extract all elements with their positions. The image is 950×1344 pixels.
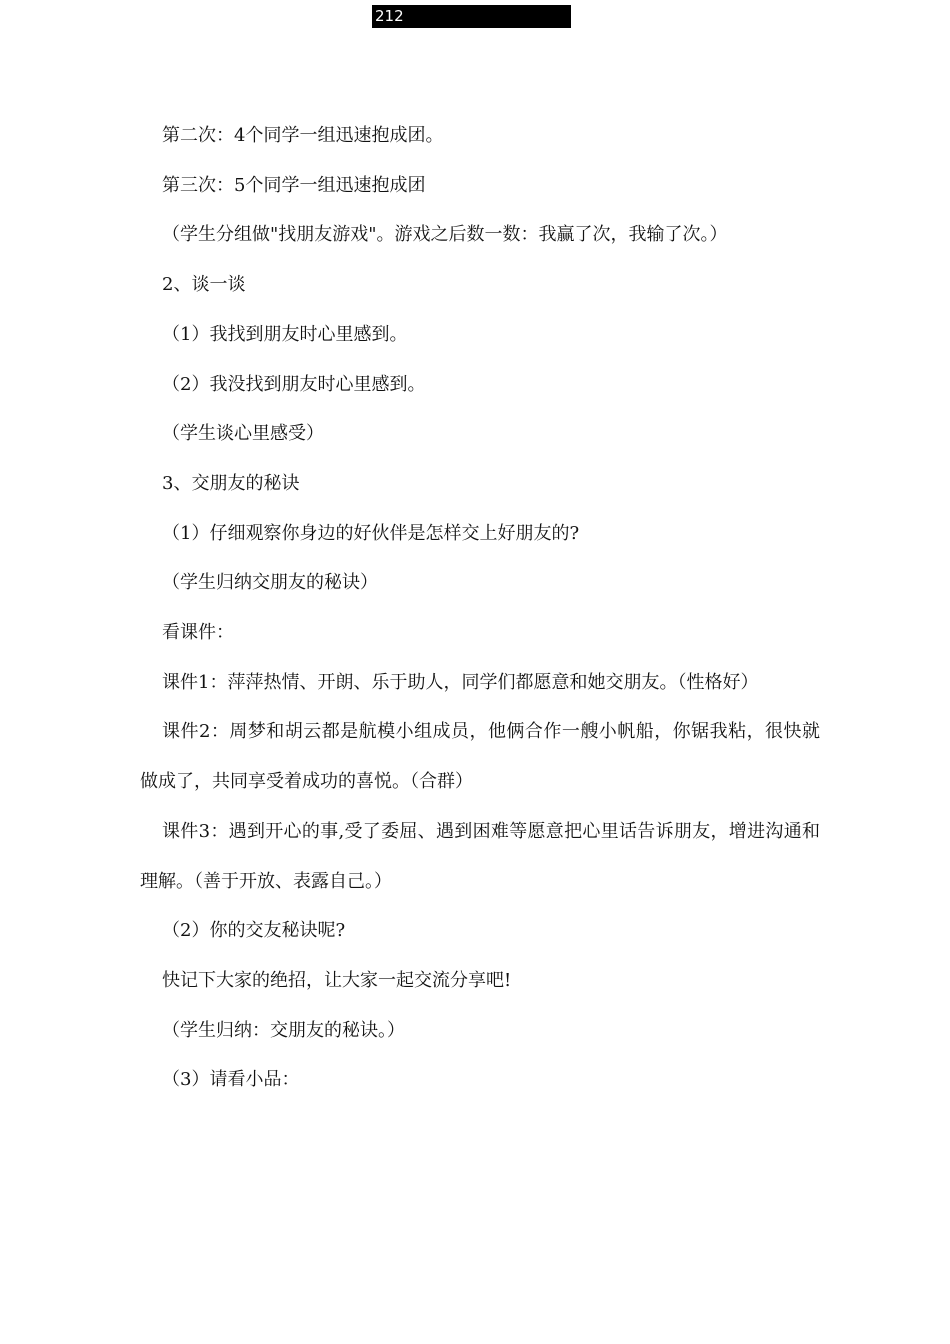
paragraph: 3、交朋友的秘诀 xyxy=(162,472,300,494)
paragraph: 看课件： xyxy=(162,622,234,644)
paragraph: 课件3：遇到开心的事,受了委屈、遇到困难等愿意把心里话告诉朋友，增进沟通和理解。（善于开放、表露自己。） xyxy=(140,820,820,892)
paragraph: （学生分组做"找朋友游戏"。游戏之后数一数：我赢了次，我输了次。） xyxy=(162,224,728,246)
paragraph: 课件2：周梦和胡云都是航模小组成员，他俩合作一艘小帆船，你锯我粘，很快就做成了，共同享受着成功的喜悦。（合群） xyxy=(140,721,820,793)
paragraph: 快记下大家的绝招，让大家一起交流分享吧! xyxy=(162,969,512,991)
paragraph: 第三次：5个同学一组迅速抱成团 xyxy=(162,174,426,196)
paragraph: （2）我没找到朋友时心里感到。 xyxy=(162,373,426,395)
paragraph: （学生谈心里感受） xyxy=(162,423,324,445)
paragraph: （1）我找到朋友时心里感到。 xyxy=(162,323,408,345)
page-number: 212 xyxy=(375,7,404,25)
paragraph: 第二次：4个同学一组迅速抱成团。 xyxy=(162,125,444,146)
paragraph: （学生归纳：交朋友的秘诀。） xyxy=(162,1019,405,1041)
paragraph: （3）请看小品： xyxy=(162,1069,300,1091)
paragraph: （2）你的交友秘诀呢? xyxy=(162,920,346,942)
paragraph: 课件1：萍萍热情、开朗、乐于助人，同学们都愿意和她交朋友。（性格好） xyxy=(162,671,759,693)
paragraph: （1）仔细观察你身边的好伙伴是怎样交上好朋友的? xyxy=(162,522,580,544)
page-number-bar xyxy=(372,5,571,28)
document-body xyxy=(140,111,820,1105)
paragraph: （学生归纳交朋友的秘诀） xyxy=(162,572,378,594)
paragraph: 2、谈一谈 xyxy=(162,274,246,296)
